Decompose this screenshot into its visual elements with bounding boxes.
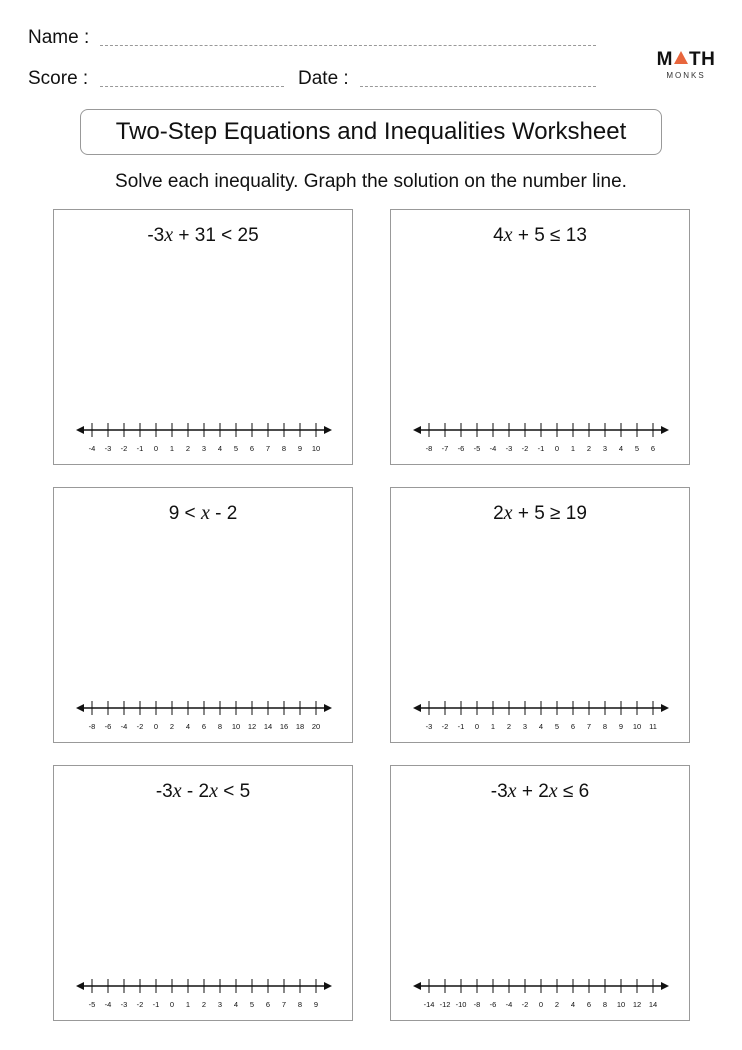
tick-label: 7	[281, 1000, 287, 1009]
name-label: Name :	[28, 27, 90, 48]
tick-label: 6	[249, 444, 255, 453]
triangle-icon	[674, 51, 688, 64]
tick-label: -4	[505, 1000, 513, 1009]
tick-label: 9	[313, 1000, 319, 1009]
worksheet-title: Two-Step Equations and Inequalities Worksheet	[115, 118, 627, 145]
tick-label: -8	[473, 1000, 481, 1009]
tick-label: 6	[201, 722, 207, 731]
right-arrow-icon	[661, 982, 669, 990]
logo-left-letters: M	[656, 49, 673, 70]
tick-label: 1	[490, 722, 496, 731]
tick-label: 5	[634, 444, 640, 453]
tick-label: 20	[311, 722, 321, 731]
tick-label: 5	[249, 1000, 255, 1009]
problem-text: -3x + 2x ≤ 6	[490, 780, 590, 802]
tick-label: -1	[136, 444, 144, 453]
tick-label: -8	[425, 444, 433, 453]
tick-label: -3	[120, 1000, 128, 1009]
tick-label: 14	[648, 1000, 658, 1009]
tick-label: -4	[120, 722, 128, 731]
tick-label: 4	[570, 1000, 576, 1009]
tick-label: 12	[247, 722, 257, 731]
tick-label: 2	[586, 444, 592, 453]
left-arrow-icon	[413, 426, 421, 434]
left-arrow-icon	[76, 704, 84, 712]
tick-label: 10	[616, 1000, 626, 1009]
tick-label: 2	[506, 722, 512, 731]
tick-label: -2	[441, 722, 449, 731]
tick-label: 6	[650, 444, 656, 453]
tick-label: -4	[104, 1000, 112, 1009]
problem-text: 4x + 5 ≤ 13	[493, 224, 587, 246]
tick-label: 0	[554, 444, 560, 453]
problem-text: 2x + 5 ≥ 19	[493, 502, 587, 524]
problem-text: 9 < x - 2	[168, 502, 238, 524]
worksheet-title-box	[80, 109, 662, 155]
right-arrow-icon	[661, 426, 669, 434]
tick-label: 3	[522, 722, 528, 731]
tick-label: -2	[120, 444, 128, 453]
tick-label: 0	[153, 722, 159, 731]
tick-label: -2	[136, 722, 144, 731]
tick-label: -5	[88, 1000, 96, 1009]
tick-label: 0	[474, 722, 480, 731]
right-arrow-icon	[324, 982, 332, 990]
tick-label: 4	[233, 1000, 239, 1009]
tick-label: 10	[311, 444, 321, 453]
tick-label: -6	[104, 722, 112, 731]
tick-label: -1	[152, 1000, 160, 1009]
tick-label: 9	[297, 444, 303, 453]
tick-label: 8	[602, 722, 608, 731]
tick-label: -7	[441, 444, 449, 453]
tick-label: 0	[169, 1000, 175, 1009]
tick-label: 7	[265, 444, 271, 453]
tick-label: -1	[457, 722, 465, 731]
tick-label: 6	[570, 722, 576, 731]
tick-label: 4	[185, 722, 191, 731]
tick-label: 18	[295, 722, 305, 731]
tick-label: 10	[632, 722, 642, 731]
tick-label: 4	[538, 722, 544, 731]
tick-label: 10	[231, 722, 241, 731]
tick-label: 8	[217, 722, 223, 731]
tick-label: 11	[649, 722, 657, 731]
tick-label: 6	[586, 1000, 592, 1009]
tick-label: -4	[489, 444, 497, 453]
problem-panel-2	[390, 209, 690, 465]
tick-label: -12	[439, 1000, 451, 1009]
number-line	[413, 410, 669, 454]
problem-text: -3x + 31 < 25	[147, 224, 259, 246]
tick-label: -3	[104, 444, 112, 453]
tick-label: 3	[201, 444, 207, 453]
tick-label: -2	[521, 444, 529, 453]
tick-label: -3	[505, 444, 513, 453]
math-monks-logo	[656, 50, 716, 80]
left-arrow-icon	[76, 426, 84, 434]
tick-label: 3	[217, 1000, 223, 1009]
tick-label: -10	[455, 1000, 467, 1009]
tick-label: 7	[586, 722, 592, 731]
tick-label: 12	[632, 1000, 642, 1009]
number-line	[76, 966, 332, 1010]
left-arrow-icon	[76, 982, 84, 990]
right-arrow-icon	[324, 426, 332, 434]
tick-label: -14	[423, 1000, 435, 1009]
tick-label: 2	[185, 444, 191, 453]
name-blank[interactable]	[100, 45, 596, 46]
tick-label: -4	[88, 444, 96, 453]
number-line	[76, 688, 332, 732]
left-arrow-icon	[413, 704, 421, 712]
tick-label: 3	[602, 444, 608, 453]
tick-label: 14	[263, 722, 273, 731]
tick-label: 6	[265, 1000, 271, 1009]
problem-panel-4	[390, 487, 690, 743]
score-label: Score :	[28, 68, 89, 89]
tick-label: -5	[473, 444, 481, 453]
tick-label: 0	[538, 1000, 544, 1009]
tick-label: 8	[281, 444, 287, 453]
tick-label: 16	[279, 722, 289, 731]
tick-label: -2	[136, 1000, 144, 1009]
tick-label: 8	[602, 1000, 608, 1009]
logo-sub: MONKS	[666, 71, 706, 80]
date-blank[interactable]	[360, 86, 596, 87]
problem-text: -3x - 2x < 5	[155, 780, 251, 802]
left-arrow-icon	[413, 982, 421, 990]
tick-label: 5	[554, 722, 560, 731]
date-label: Date :	[298, 68, 349, 89]
tick-label: 1	[570, 444, 576, 453]
tick-label: 2	[201, 1000, 207, 1009]
tick-label: -8	[88, 722, 96, 731]
tick-label: -2	[521, 1000, 529, 1009]
tick-label: -3	[425, 722, 433, 731]
tick-label: 4	[217, 444, 223, 453]
score-blank[interactable]	[100, 86, 284, 87]
instructions: Solve each inequality. Graph the solution on the number line.	[115, 171, 627, 192]
tick-label: 5	[233, 444, 239, 453]
tick-label: 4	[618, 444, 624, 453]
tick-label: -6	[489, 1000, 497, 1009]
tick-label: -6	[457, 444, 465, 453]
tick-label: 2	[554, 1000, 560, 1009]
number-line	[76, 410, 332, 454]
number-line	[413, 966, 669, 1010]
logo-right-letters: TH	[689, 49, 716, 70]
tick-label: -1	[537, 444, 545, 453]
tick-label: 1	[169, 444, 175, 453]
right-arrow-icon	[324, 704, 332, 712]
tick-label: 9	[618, 722, 624, 731]
tick-label: 8	[297, 1000, 303, 1009]
tick-label: 1	[185, 1000, 191, 1009]
problem-panel-1	[53, 209, 353, 465]
number-line	[413, 688, 669, 732]
problem-panel-6	[390, 765, 690, 1021]
tick-label: 0	[153, 444, 159, 453]
right-arrow-icon	[661, 704, 669, 712]
tick-label: 2	[169, 722, 175, 731]
problem-panel-5	[53, 765, 353, 1021]
problem-panel-3	[53, 487, 353, 743]
